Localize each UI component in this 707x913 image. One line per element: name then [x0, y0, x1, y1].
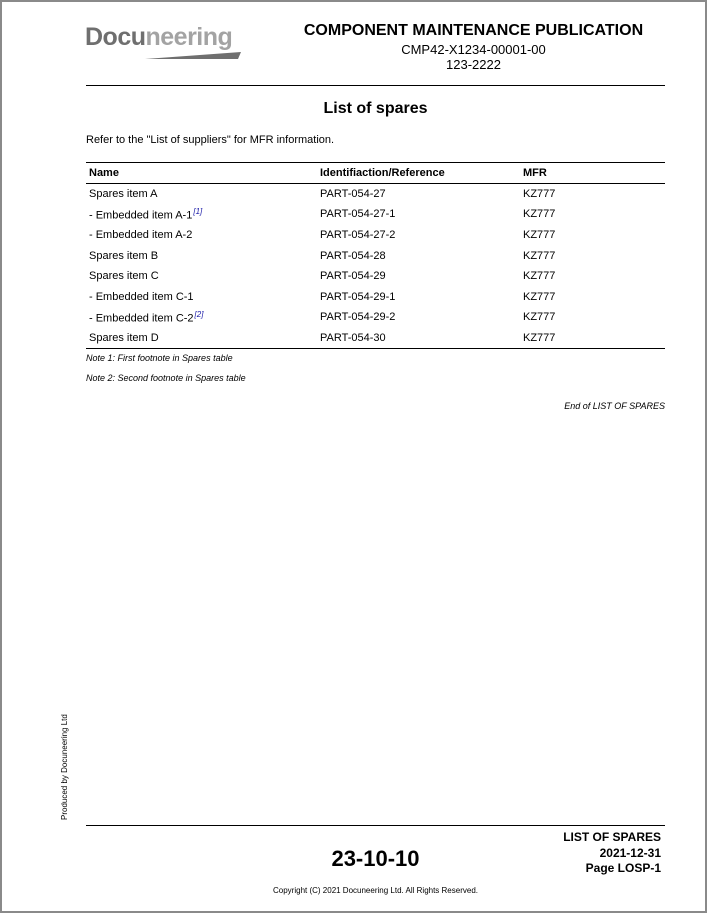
table-row — [86, 184, 665, 205]
footer-date: 2021-12-31 — [599, 846, 661, 860]
table-row — [86, 307, 665, 328]
cell-reference: PART-054-28 — [320, 249, 386, 262]
logo-text-part2: neering — [145, 23, 233, 51]
intro-text: Refer to the "List of suppliers" for MFR information. — [86, 134, 335, 146]
cell-name — [86, 225, 317, 246]
publication-title: COMPONENT MAINTENANCE PUBLICATION — [303, 22, 644, 39]
table-row — [86, 328, 665, 349]
logo-swoosh-icon — [145, 52, 241, 60]
table-row — [86, 286, 665, 307]
footer-section: LIST OF SPARES — [563, 830, 661, 844]
item-name: Spares item C — [89, 270, 159, 283]
cell-name — [86, 328, 317, 349]
cell-mfr: KZ777 — [523, 228, 556, 241]
item-name: - Embedded item C-2 — [89, 312, 194, 325]
cell-name — [86, 286, 317, 307]
producer-vertical-text: Produced by Docuneering Ltd — [60, 714, 69, 820]
spares-table — [86, 162, 665, 349]
cell-reference: PART-054-27-2 — [320, 228, 396, 241]
cell-mfr: KZ777 — [523, 270, 556, 283]
item-name: - Embedded item A-2 — [89, 228, 193, 241]
item-name: Spares item D — [89, 331, 159, 344]
chapter-code: 23-10-10 — [331, 846, 420, 871]
table-row — [86, 245, 665, 266]
cell-reference: PART-054-29 — [320, 270, 386, 283]
cell-name — [86, 266, 317, 287]
cell-mfr: KZ777 — [523, 249, 556, 262]
column-header-name: Name — [86, 163, 317, 184]
copyright-text: Copyright (C) 2021 Docuneering Ltd. All Rights Reserved. — [273, 886, 478, 895]
footnote-link[interactable]: [1] — [193, 207, 203, 217]
sub-number: 123-2222 — [446, 57, 501, 72]
footer-page: Page LOSP-1 — [585, 861, 661, 875]
cell-name — [86, 204, 317, 225]
column-header-reference: Identifiaction/Reference — [317, 163, 520, 184]
footnote-1: Note 1: First footnote in Spares table — [86, 353, 233, 363]
table-row — [86, 266, 665, 287]
cell-mfr: KZ777 — [523, 311, 556, 324]
docuneering-logo — [85, 22, 245, 62]
cell-reference: PART-054-27-1 — [320, 208, 396, 221]
item-name: Spares item A — [89, 188, 158, 201]
table-row — [86, 204, 665, 225]
item-name: - Embedded item C-1 — [89, 290, 194, 303]
cell-reference: PART-054-29-2 — [320, 311, 396, 324]
cell-reference: PART-054-27 — [320, 188, 386, 201]
item-name: Spares item B — [89, 249, 159, 262]
footnote-2: Note 2: Second footnote in Spares table — [86, 373, 246, 383]
footnote-link[interactable]: [2] — [194, 310, 204, 320]
end-of-section-text: End of LIST OF SPARES — [564, 401, 665, 411]
cell-name — [86, 184, 317, 205]
cell-mfr: KZ777 — [523, 208, 556, 221]
cell-mfr: KZ777 — [523, 188, 556, 201]
table-row — [86, 225, 665, 246]
logo-text-part1: Docu — [85, 23, 146, 51]
footer-divider — [86, 825, 665, 826]
logo-wordmark — [85, 22, 232, 52]
item-name: - Embedded item A-1 — [89, 209, 193, 222]
table-header-row — [86, 163, 665, 184]
cell-mfr: KZ777 — [520, 328, 665, 349]
page-title: List of spares — [323, 100, 428, 117]
column-header-mfr: MFR — [520, 163, 665, 184]
document-number: CMP42-X1234-00001-00 — [401, 42, 546, 57]
cell-name — [86, 307, 317, 328]
header-divider — [86, 85, 665, 86]
cell-reference: PART-054-30 — [317, 328, 520, 349]
cell-mfr: KZ777 — [523, 290, 556, 303]
cell-reference: PART-054-29-1 — [320, 290, 396, 303]
cell-name — [86, 245, 317, 266]
